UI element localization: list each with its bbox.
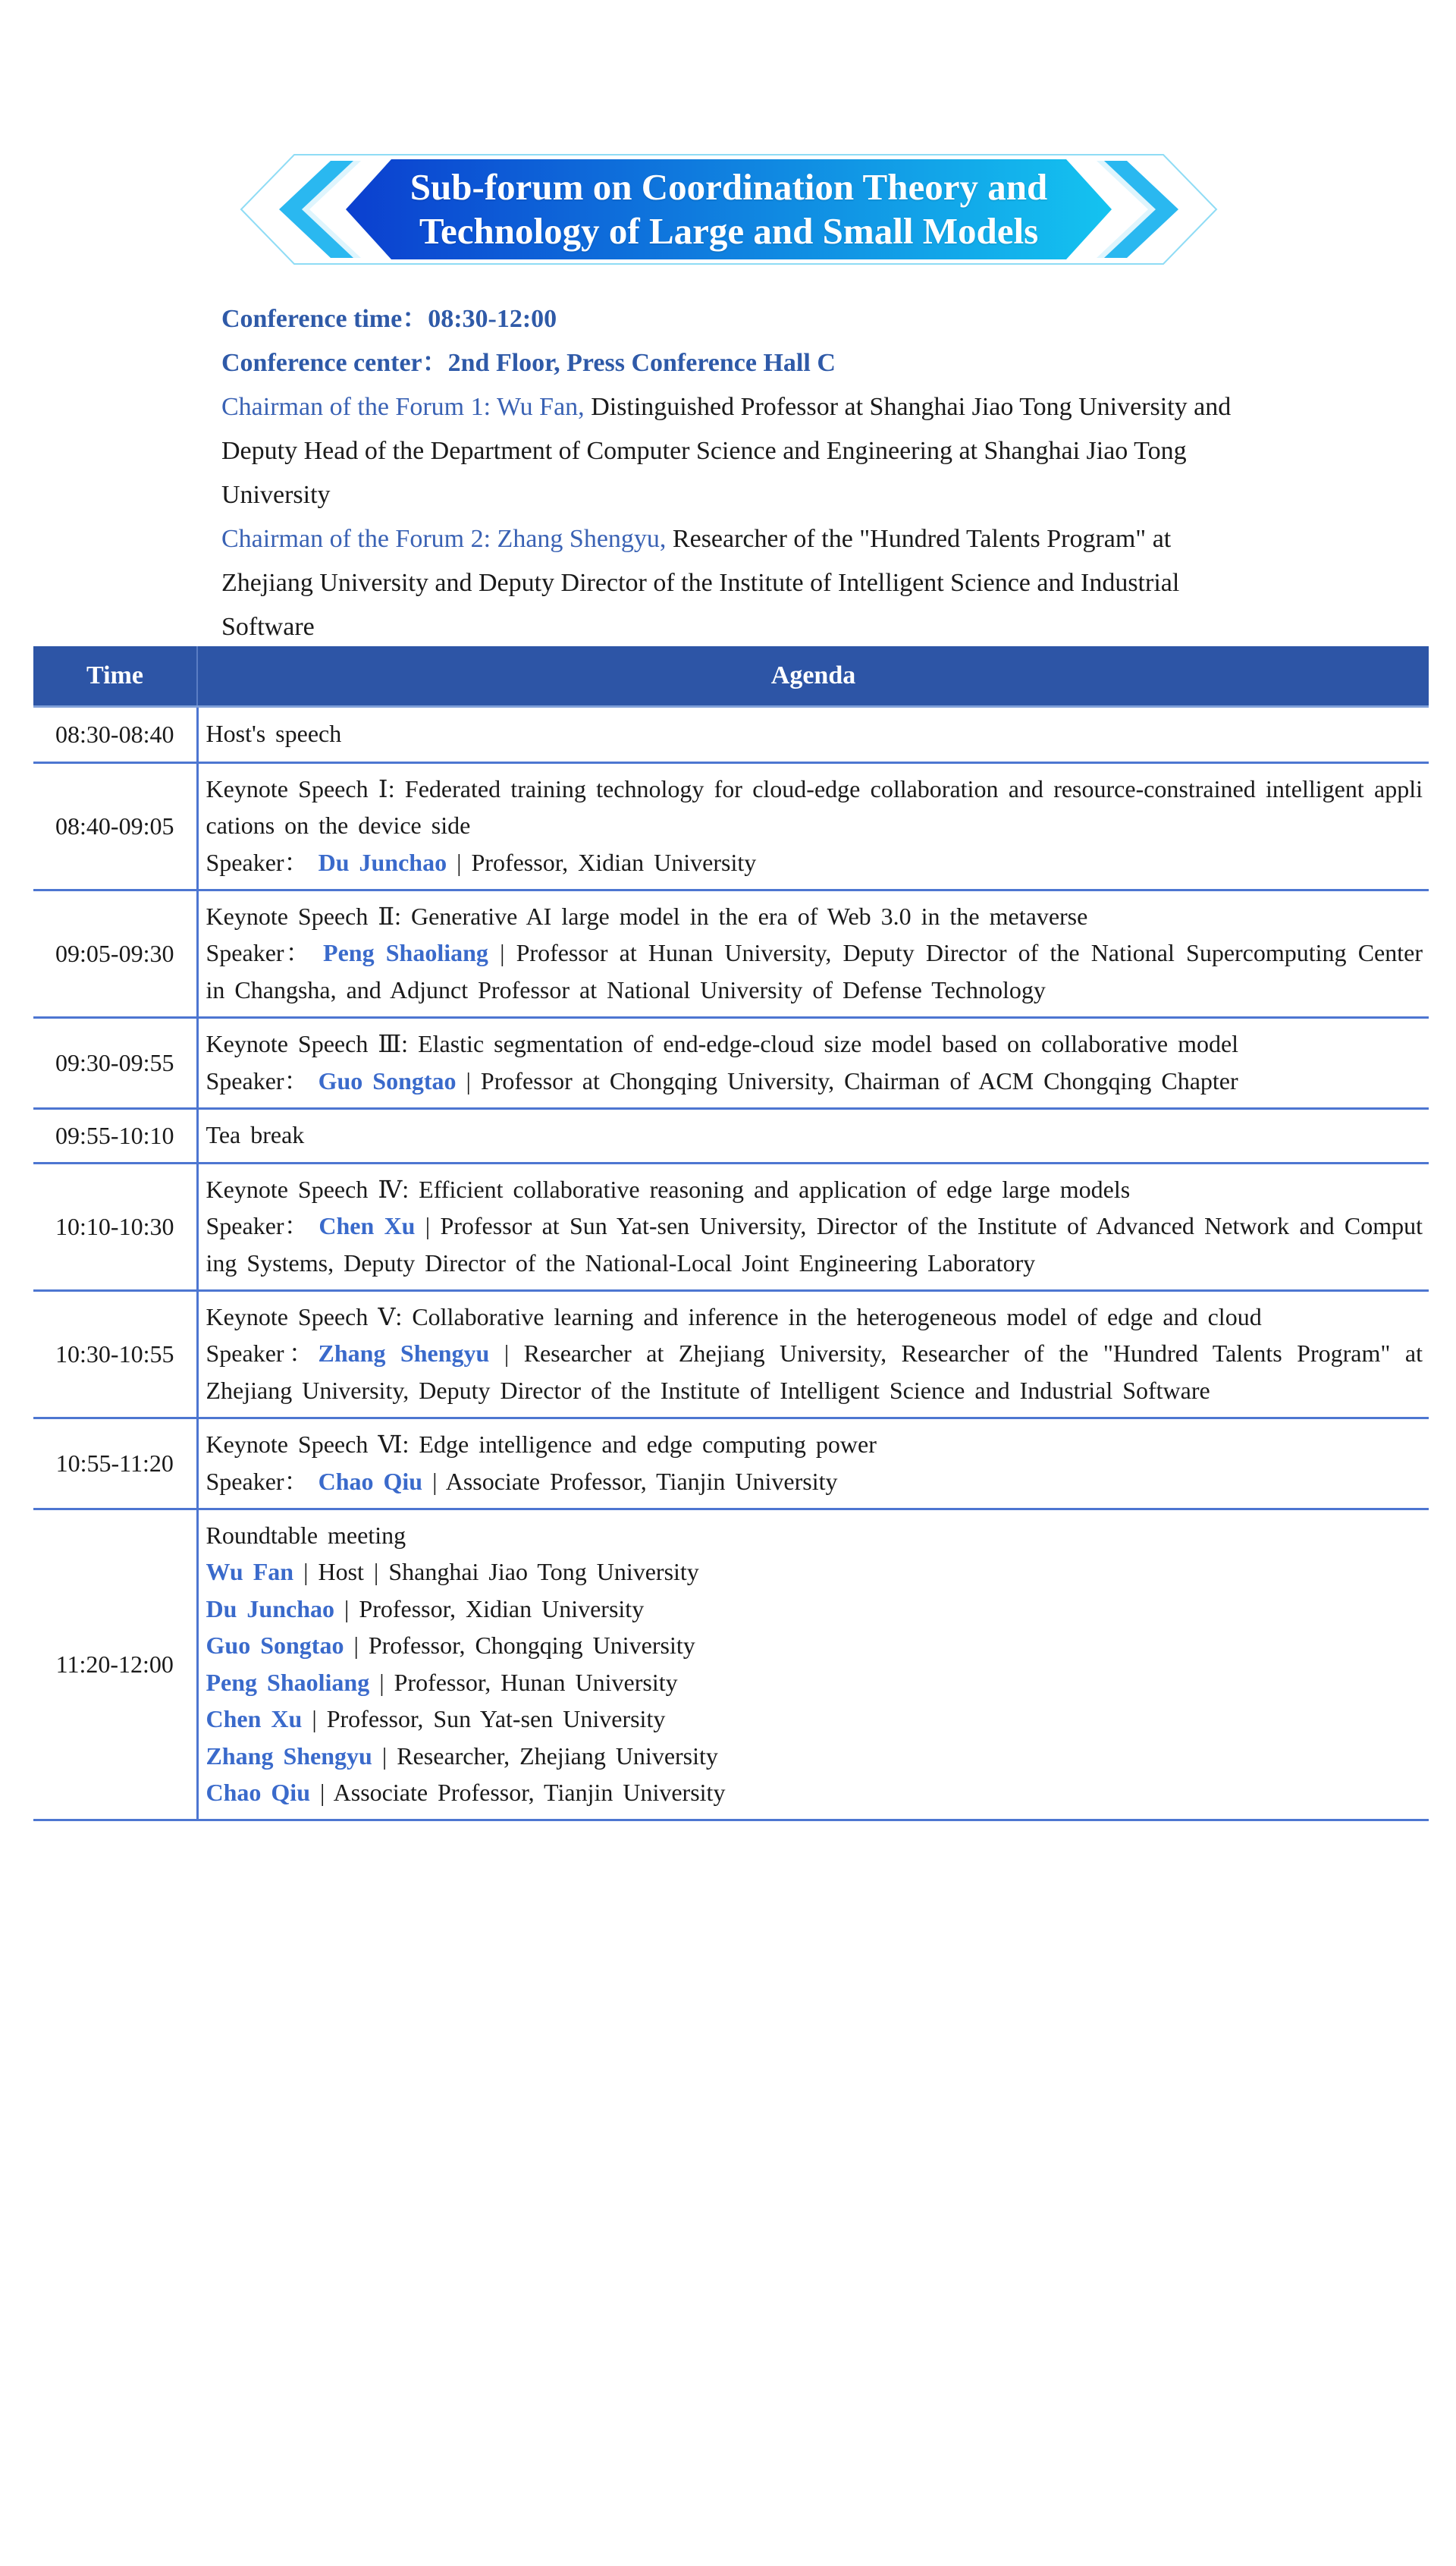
conference-time-label: Conference time： <box>221 305 428 333</box>
agenda-title: Keynote Speech Ⅴ: Collaborative learning and inference in the heterogeneous model of edge and cloud <box>206 1302 1262 1330</box>
member-role: | Professor, Sun Yat-sen University <box>312 1705 666 1732</box>
speaker-name: Chao Qiu <box>318 1467 423 1495</box>
conference-center-value: 2nd Floor, Press Conference Hall C <box>447 349 836 377</box>
conference-center-line <box>221 341 1253 385</box>
banner-title <box>391 159 1066 259</box>
table-row <box>33 1164 1429 1291</box>
row-time: 08:30-08:40 <box>33 707 197 763</box>
speaker-role: | Professor at Chongqing University, Chairman of ACM Chongqing Chapter <box>466 1066 1238 1095</box>
table-row <box>33 1109 1429 1164</box>
row-agenda <box>197 1418 1429 1509</box>
member-name: Peng Shaoliang <box>206 1668 370 1696</box>
speaker-name: Chen Xu <box>318 1212 416 1240</box>
chairman-2-label: Chairman of the Forum 2: Zhang Shengyu, <box>221 525 667 553</box>
speaker-label: Speaker： <box>206 1066 309 1095</box>
chairman-2-line <box>221 517 1253 649</box>
title-banner <box>240 153 1218 265</box>
speaker-label: Speaker： <box>206 1467 309 1495</box>
speaker-name: Peng Shaoliang <box>323 939 488 967</box>
agenda-title: Keynote Speech Ⅲ: Elastic segmentation of end-edge-cloud size model based on collaborative model <box>206 1030 1239 1057</box>
speaker-label: Speaker： <box>206 1212 309 1240</box>
row-time: 09:05-09:30 <box>33 890 197 1018</box>
banner-title-line1: Sub-forum on Coordination Theory and <box>410 166 1048 208</box>
speaker-role: | Professor at Hunan University, Deputy Director of the National Supercomputing Center in Changsha, and Adjunct Professor at National University of Defense Technology <box>206 939 1423 1003</box>
roundtable-member <box>206 1553 1423 1591</box>
roundtable-member <box>206 1738 1423 1775</box>
chairman-1-line <box>221 385 1253 517</box>
conference-time-line <box>221 297 1253 341</box>
speaker-role: | Professor, Xidian University <box>457 848 757 876</box>
row-time: 09:55-10:10 <box>33 1109 197 1164</box>
speaker-role: | Professor at Sun Yat-sen University, Director of the Institute of Advanced Network and Computing Systems, Deputy Director of the National-Local Joint Engineering Laboratory <box>206 1212 1423 1277</box>
speaker-line <box>206 1208 1423 1281</box>
member-name: Wu Fan <box>206 1558 294 1585</box>
table-row-roundtable <box>33 1509 1429 1820</box>
agenda-title: Keynote Speech Ⅰ: Federated training technology for cloud-edge collaboration and resource-constrained intelligent applications on the device side <box>206 774 1423 840</box>
member-name: Chao Qiu <box>206 1779 310 1806</box>
chairman-1-label: Chairman of the Forum 1: Wu Fan, <box>221 393 585 421</box>
speaker-name: Du Junchao <box>318 848 447 876</box>
row-agenda <box>197 1509 1429 1820</box>
roundtable-member <box>206 1627 1423 1664</box>
table-row <box>33 1418 1429 1509</box>
agenda-title: Keynote Speech Ⅱ: Generative AI large model in the era of Web 3.0 in the metaverse <box>206 902 1088 930</box>
roundtable-member <box>206 1774 1423 1811</box>
header-time: Time <box>33 646 197 707</box>
speaker-line <box>206 1335 1423 1409</box>
roundtable-member <box>206 1591 1423 1628</box>
speaker-label: Speaker： <box>206 939 312 967</box>
header-agenda: Agenda <box>197 646 1429 707</box>
row-agenda <box>197 1164 1429 1291</box>
agenda-title: Keynote Speech Ⅳ: Efficient collaborative reasoning and application of edge large models <box>206 1175 1131 1203</box>
agenda-title: Tea break <box>206 1121 305 1149</box>
row-time: 10:30-10:55 <box>33 1291 197 1418</box>
speaker-label: Speaker： <box>206 1340 318 1368</box>
row-agenda <box>197 707 1429 763</box>
member-name: Chen Xu <box>206 1705 303 1732</box>
member-name: Zhang Shengyu <box>206 1742 372 1770</box>
row-agenda <box>197 1291 1429 1418</box>
member-role: | Researcher, Zhejiang University <box>381 1742 718 1770</box>
table-row <box>33 1291 1429 1418</box>
chairman-1-description: Distinguished Professor at Shanghai Jiao Tong University and Deputy Head of the Department of Computer Science and Engineering at Shanghai Jiao Tong University <box>221 393 1232 509</box>
table-row <box>33 763 1429 890</box>
speaker-name: Zhang Shengyu <box>318 1340 490 1368</box>
row-time: 10:55-11:20 <box>33 1418 197 1509</box>
row-agenda <box>197 1109 1429 1164</box>
member-role: | Professor, Hunan University <box>379 1668 678 1696</box>
table-row <box>33 890 1429 1018</box>
row-time: 08:40-09:05 <box>33 763 197 890</box>
conference-time-value: 08:30-12:00 <box>428 305 557 333</box>
row-agenda <box>197 890 1429 1018</box>
chairman-2-description: Researcher of the "Hundred Talents Program" at Zhejiang University and Deputy Director of the Institute of Intelligent Science and Industrial Software <box>221 525 1180 641</box>
agenda-header-row <box>33 646 1429 707</box>
speaker-role: | Researcher at Zhejiang University, Researcher of the "Hundred Talents Program" at Zhejiang University, Deputy Director of the Institute of Intelligent Science and Industrial Software <box>206 1340 1423 1404</box>
agenda-title: Host's speech <box>206 720 342 748</box>
table-row <box>33 707 1429 763</box>
row-agenda <box>197 763 1429 890</box>
speaker-label: Speaker： <box>206 848 309 876</box>
member-role: | Professor, Chongqing University <box>353 1632 695 1659</box>
banner-title-line2: Technology of Large and Small Models <box>419 210 1039 252</box>
member-role: | Host | Shanghai Jiao Tong University <box>303 1558 699 1585</box>
speaker-line <box>206 1063 1423 1100</box>
member-role: | Professor, Xidian University <box>344 1594 645 1622</box>
table-row <box>33 1018 1429 1109</box>
speaker-line <box>206 844 1423 881</box>
member-name: Du Junchao <box>206 1594 334 1622</box>
agenda-table <box>33 646 1429 1821</box>
row-time: 10:10-10:30 <box>33 1164 197 1291</box>
row-agenda <box>197 1018 1429 1109</box>
member-name: Guo Songtao <box>206 1632 344 1659</box>
conference-center-label: Conference center： <box>221 349 448 377</box>
member-role: | Associate Professor, Tianjin University <box>319 1779 726 1806</box>
roundtable-member <box>206 1664 1423 1701</box>
speaker-line <box>206 1463 1423 1500</box>
speaker-name: Guo Songtao <box>318 1066 457 1095</box>
agenda-title: Keynote Speech Ⅵ: Edge intelligence and edge computing power <box>206 1431 877 1458</box>
conference-info <box>221 297 1253 649</box>
roundtable-title: Roundtable meeting <box>206 1521 406 1549</box>
row-time: 11:20-12:00 <box>33 1509 197 1820</box>
roundtable-member <box>206 1701 1423 1738</box>
row-time: 09:30-09:55 <box>33 1018 197 1109</box>
speaker-line <box>206 934 1423 1008</box>
speaker-role: | Associate Professor, Tianjin University <box>432 1467 838 1495</box>
